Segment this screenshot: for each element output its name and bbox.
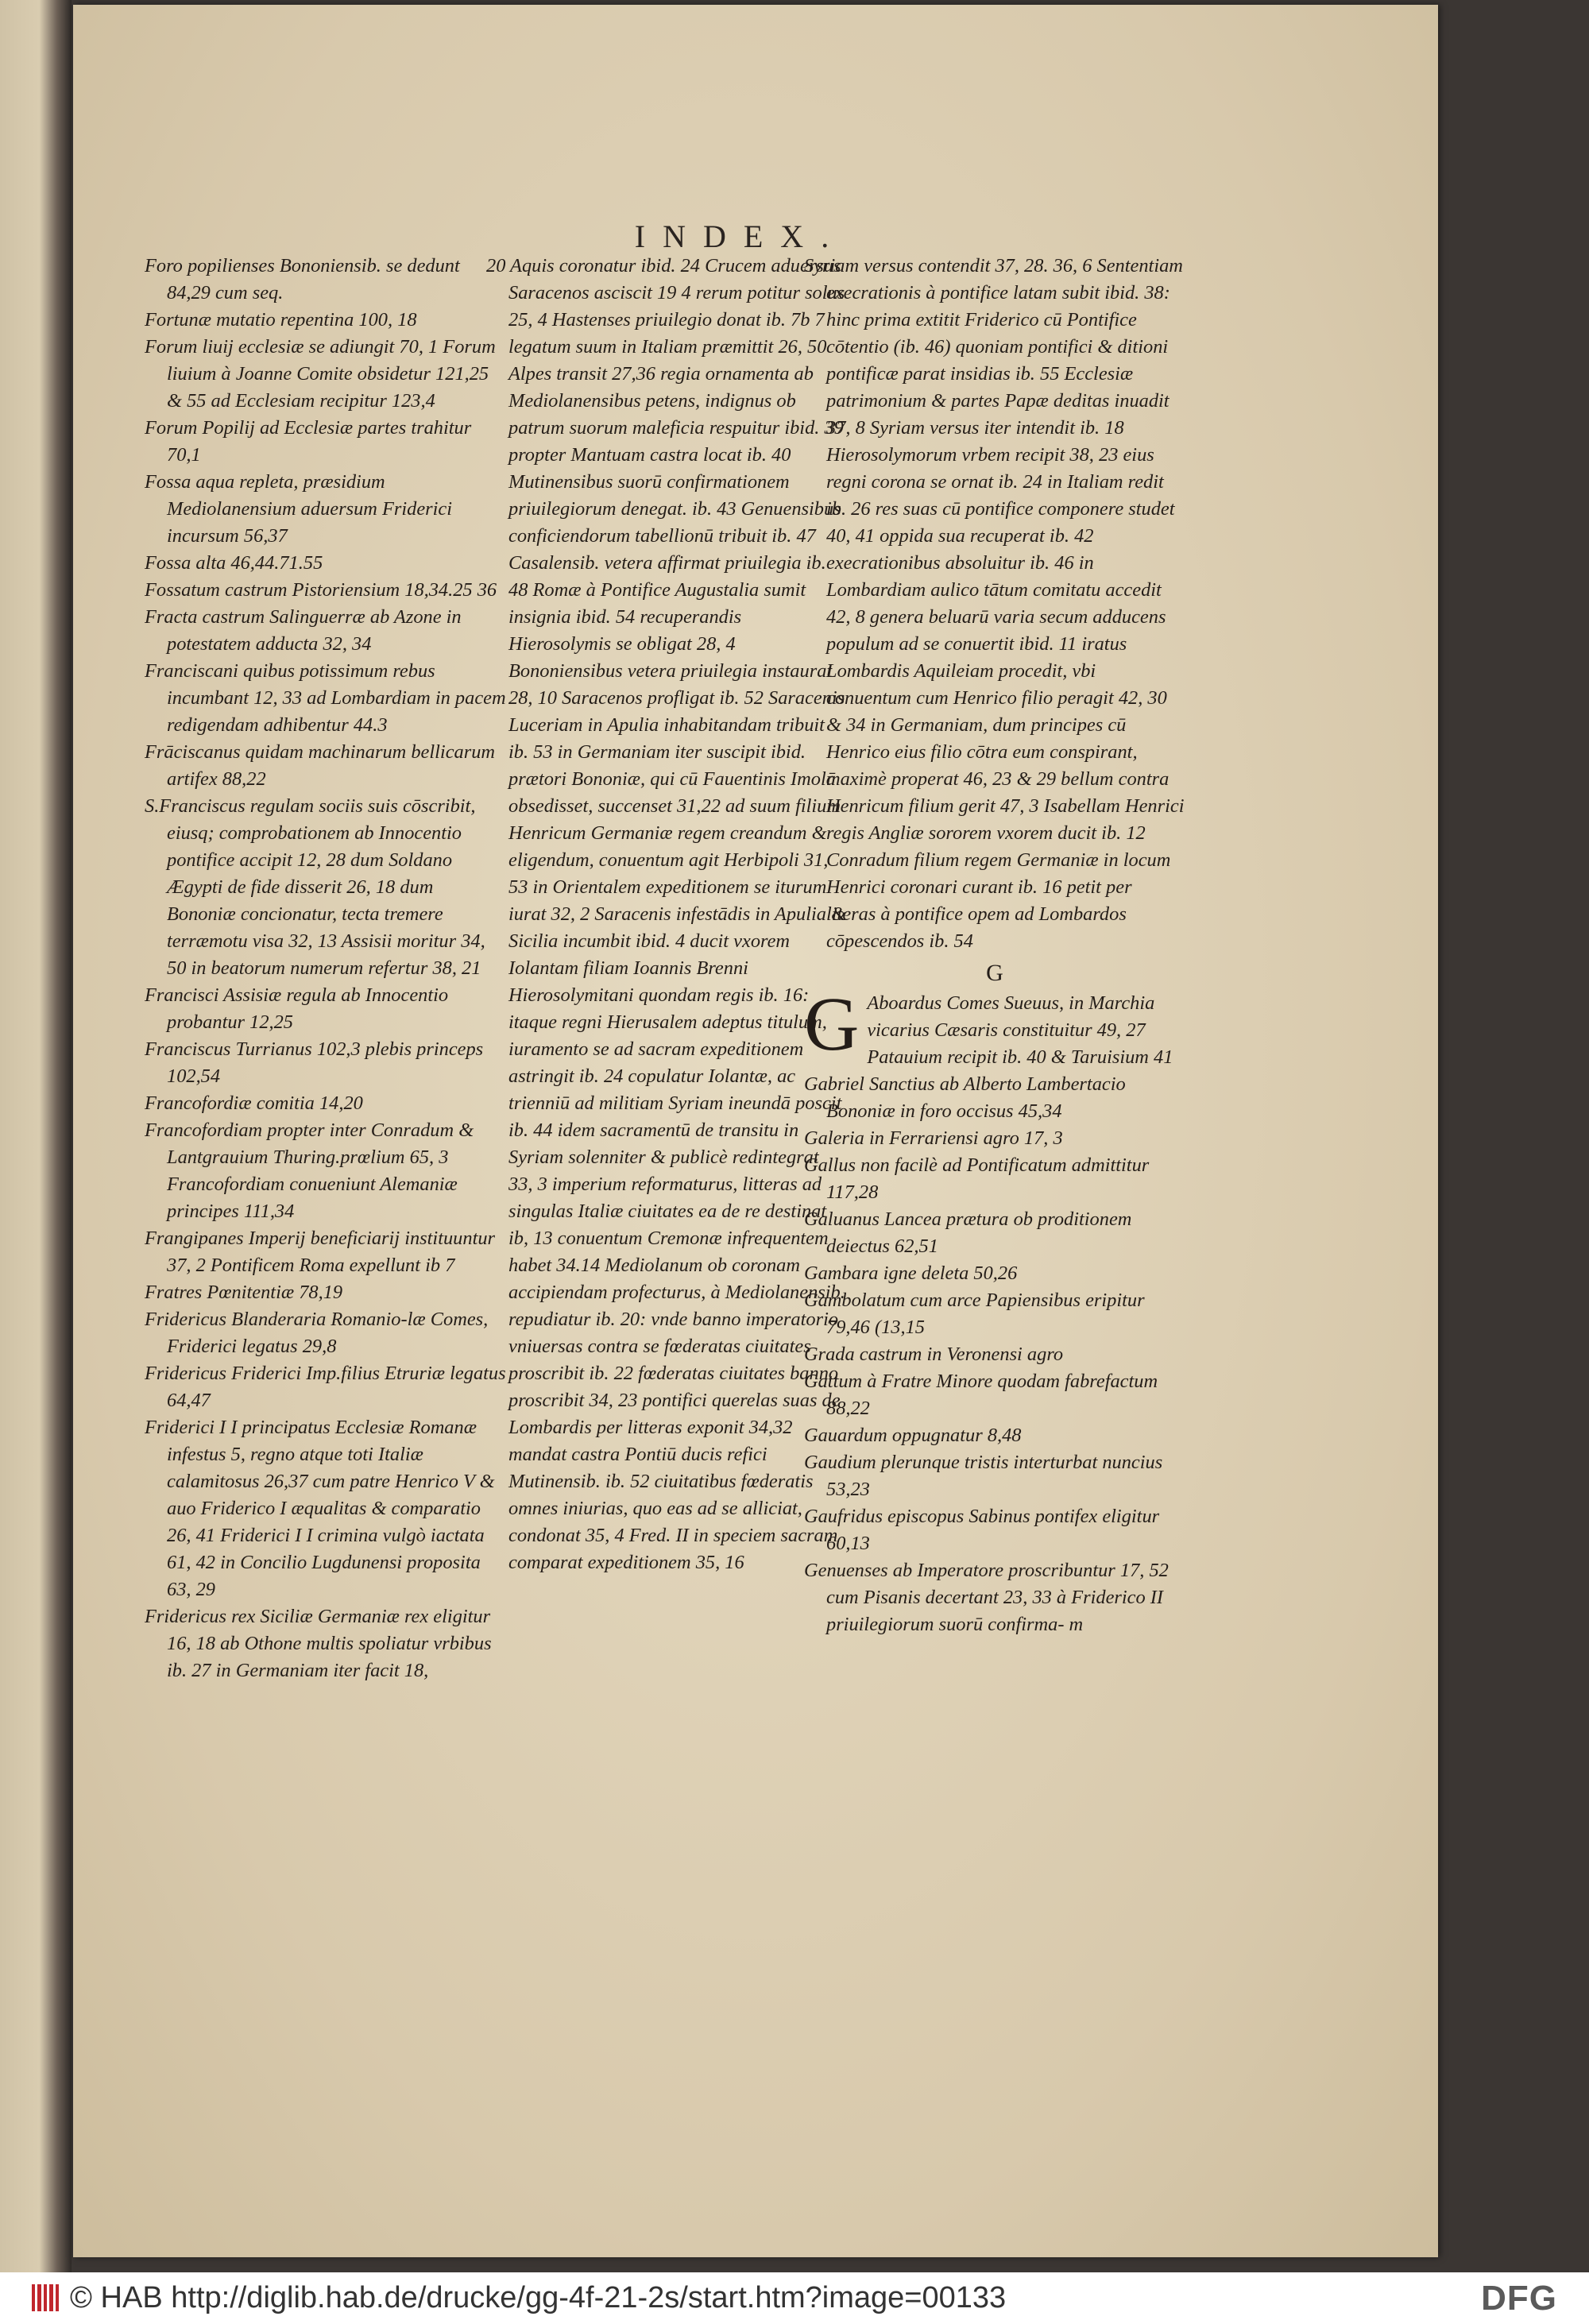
index-entry: Fossatum castrum Pistoriensium 18,34.25 36 bbox=[145, 579, 497, 601]
index-entry: Gallus non facilè ad Pontificatum admittitur 117,28 bbox=[804, 1154, 1150, 1203]
index-entry: Gabriel Sanctius ab Alberto Lambertacio Bononiæ in foro occisus 45,34 bbox=[804, 1073, 1126, 1122]
dfg-logo: DFG bbox=[1481, 2279, 1557, 2318]
index-entry: Forum liuij ecclesiæ se adiungit 70, 1 Forum liuium à Joanne Comite obsidetur 121,25 & 55 ad Ecclesiam recipitur 123,4 bbox=[145, 336, 496, 412]
index-entry: Galuanus Lancea prætura ob proditionem deiectus 62,51 bbox=[804, 1208, 1132, 1257]
index-entry: Fortunæ mutatio repentina 100, 18 bbox=[145, 309, 417, 331]
index-entry: Fossa aqua repleta, præsidium Mediolanensium aduersum Friderici incursum 56,37 bbox=[145, 471, 453, 547]
index-entry: Gattum à Fratre Minore quodam fabrefactum 88,22 bbox=[804, 1371, 1158, 1419]
index-entry: Fridericus rex Siciliæ Germaniæ rex eligitur 16, 18 ab Othone multis spoliatur vrbibus ib. 27 in Germaniam iter facit 18, bbox=[145, 1606, 492, 1681]
index-column-2 bbox=[486, 253, 848, 1576]
index-entry: Forum Popilij ad Ecclesiæ partes trahitur 70,1 bbox=[145, 417, 472, 466]
index-entry: Franciscani quibus potissimum rebus incumbant 12, 33 ad Lombardiam in pacem redigendam adhibentur 44.3 bbox=[145, 660, 506, 736]
index-entry: Gauardum oppugnatur 8,48 bbox=[804, 1425, 1022, 1446]
index-entry: Fossa alta 46,44.71.55 bbox=[145, 552, 323, 574]
page-header: INDEX. bbox=[634, 218, 847, 254]
index-entry: Frāciscanus quidam machinarum bellicarum artifex 88,22 bbox=[145, 741, 496, 790]
index-entry: Gaufridus episcopus Sabinus pontifex eligitur 60,13 bbox=[804, 1506, 1160, 1554]
letter-section-heading: G bbox=[986, 960, 1003, 986]
index-entry-text: Aboardus Comes Sueuus, in Marchia vicarius Cæsaris constituitur 49, 27 Patauium recipit ib. 40 & Taruisium 41 bbox=[867, 992, 1173, 1068]
index-column-1 bbox=[145, 253, 506, 1684]
hab-logo-icon bbox=[32, 2284, 59, 2311]
index-entry: Gaudium plerunque tristis interturbat nuncius 53,23 bbox=[804, 1452, 1163, 1500]
index-entry: Frangipanes Imperij beneficiarij instituuntur 37, 2 Pontificem Roma expellunt ib 7 bbox=[145, 1228, 496, 1276]
index-entry: Fracta castrum Salinguerræ ab Azone in potestatem adducta 32, 34 bbox=[145, 606, 462, 655]
index-entry: Francisci Assisiæ regula ab Innocentio probantur 12,25 bbox=[145, 984, 449, 1033]
index-entry: Franciscus Turrianus 102,3 plebis princeps 102,54 bbox=[145, 1038, 484, 1087]
index-entry: Francofordiæ comitia 14,20 bbox=[145, 1092, 363, 1114]
index-column-3 bbox=[804, 253, 1185, 1638]
index-entry: Fridericus Friderici Imp.filius Etruriæ legatus 64,47 bbox=[145, 1363, 506, 1411]
index-entry bbox=[804, 981, 1185, 1071]
index-entry: Gambolatum cum arce Papiensibus eripitur 79,46 (13,15 bbox=[804, 1290, 1145, 1338]
index-entry: Gambara igne deleta 50,26 bbox=[804, 1263, 1018, 1284]
index-entry: Grada castrum in Veronensi agro bbox=[804, 1344, 1064, 1365]
facing-page-edge bbox=[0, 0, 72, 2272]
index-entry: 20 Aquis coronatur ibid. 24 Crucem aduersus Saracenos asciscit 19 4 rerum potitur solus 25, 4 Hastenses priuilegio donat ib. 7b 7 legatum suum in Italiam præmittit 26, 50 Alpes transit 27,36 regia ornamenta ab Mediolanensibus petens, indignus ob patrum suorum maleficia respuitur ibid. 39 propter Mantuam castra locat ib. 40 Mutinensibus suorū confirmationem priuilegiorum denegat. ib. 43 Genuensibus conficiendorum tabellionū tribuit ib. 47 Casalensib. vetera affirmat priuilegia ib. 48 Romæ à Pontifice Augustalia sumit insignia ibid. 54 recuperandis Hierosolymis se obligat 28, 4 Bononiensibus vetera priuilegia instaurat 28, 10 Saracenos profligat ib. 52 Saracenis Luceriam in Apulia inhabitandam tribuit ib. 53 in Germaniam iter suscipit ibid. prætori Bononiæ, qui cū Fauentinis Imolā obsedisset, succenset 31,22 ad suum filium Henricum Germaniæ regem creandum & eligendum, conuentum agit Herbipoli 31, 53 in Orientalem expeditionem se iturum iurat 32, 2 Saracenis infestādis in Apulia & Sicilia incumbit ibid. 4 ducit vxorem Iolantam filiam Ioannis Brenni Hierosolymitani quondam regis ib. 16: itaque regni Hierusalem adeptus titulum, iuramento se ad sacram expeditionem astringit ib. 24 copulatur Iolantæ, ac trienniū ad militiam Syriam ineundā poscit ib. 44 idem sacramentū de transitu in Syriam solenniter & publicè redintegrat 33, 3 imperium reformaturus, litteras ad singulas Italiæ ciuitates ea de re destinat ib, 13 conuentum Cremonæ infrequentem habet 34.14 Mediolanum ob coronam accipiendam profecturus, à Mediolanensib. repudiatur ib. 20: vnde banno imperatorio vniuersas contra se fœderatas ciuitates proscribit ib. 22 fœderatas ciuitates banno proscribit 34, 23 pontifici querelas suas de Lombardis per litteras exponit 34,32 mandat castra Pontiū ducis refici Mutinensib. ib. 52 ciuitatibus fœderatis omnes iniurias, quo eas ad se alliciat, condonat 35, 4 Fred. II in speciem sacram comparat expeditionem 35, 16 bbox=[486, 255, 847, 1573]
index-entry: Fratres Pœnitentiæ 78,19 bbox=[145, 1282, 343, 1303]
index-entry: Galeria in Ferrariensi agro 17, 3 bbox=[804, 1127, 1063, 1149]
index-entry: Francofordiam propter inter Conradum & Lantgrauium Thuring.prœlium 65, 3 Francofordiam conueniunt Alemaniæ principes 111,34 bbox=[145, 1119, 474, 1222]
drop-cap: G bbox=[804, 981, 860, 1066]
footer-credit[interactable] bbox=[32, 2280, 1006, 2315]
footer-bar bbox=[0, 2272, 1589, 2324]
index-entry: Syriam versus contendit 37, 28. 36, 6 Sententiam execrationis à pontifice latam subit ibid. 38: hinc prima extitit Friderico cū Pontifice cōtentio (ib. 46) quoniam pontifici & ditioni pontificæ parat insidias ib. 55 Ecclesiæ patrimonium & partes Papæ deditas inuadit 37, 8 Syriam versus iter intendit ib. 18 Hierosolymorum vrbem recipit 38, 23 eius regni corona se ornat ib. 24 in Italiam redit ib. 26 res suas cū pontifice componere studet 40, 41 oppida sua recuperat ib. 42 execrationibus absoluitur ib. 46 in Lombardiam aulico tātum comitatu accedit 42, 8 genera beluarū varia secum adducens populum ad se conuertit ibid. 11 iratus Lombardis Aquileiam procedit, vbi conuentum cum Henrico filio peragit 42, 30 & 34 in Germaniam, dum principes cū Henrico eius filio cōtra eum conspirant, maximè properat 46, 23 & 29 bellum contra Henricum filium gerit 47, 3 Isabellam Henrici regis Angliæ sororem vxorem ducit ib. 12 Conradum filium regem Germaniæ in locum Henrici coronari curant ib. 16 petit per literas à pontifice opem ad Lombardos cōpescendos ib. 54 bbox=[804, 255, 1185, 952]
index-entry: Foro popilienses Bononiensib. se dedunt 84,29 cum seq. bbox=[145, 255, 460, 304]
index-entry: Friderici I I principatus Ecclesiæ Romanæ infestus 5, regno atque toti Italiæ calamitosus 26,37 cum patre Henrico V & auo Friderico I æqualitas & comparatio 26, 41 Friderici I I crimina vulgò iactata 61, 42 in Concilio Lugdunensi proposita 63, 29 bbox=[145, 1417, 495, 1600]
book-page bbox=[73, 5, 1438, 2257]
index-entry: S.Franciscus regulam sociis suis cōscribit, eiusq; comprobationem ab Innocentio pontifice accipit 12, 28 dum Soldano Ægypti de fide disserit 26, 18 dum Bononiæ concionatur, tecta tremere terræmotu visa 32, 13 Assisii moritur 34, 50 in beatorum numerum refertur 38, 21 bbox=[145, 795, 485, 979]
footer-credit-text: © HAB http://diglib.hab.de/drucke/gg-4f-21-2s/start.htm?image=00133 bbox=[70, 2280, 1007, 2314]
index-entry: Genuenses ab Imperatore proscribuntur 17, 52 cum Pisanis decertant 23, 33 à Friderico II priuilegiorum suorū confirma- m bbox=[804, 1560, 1169, 1635]
index-entry: Fridericus Blanderaria Romanio-læ Comes, Friderici legatus 29,8 bbox=[145, 1309, 489, 1357]
